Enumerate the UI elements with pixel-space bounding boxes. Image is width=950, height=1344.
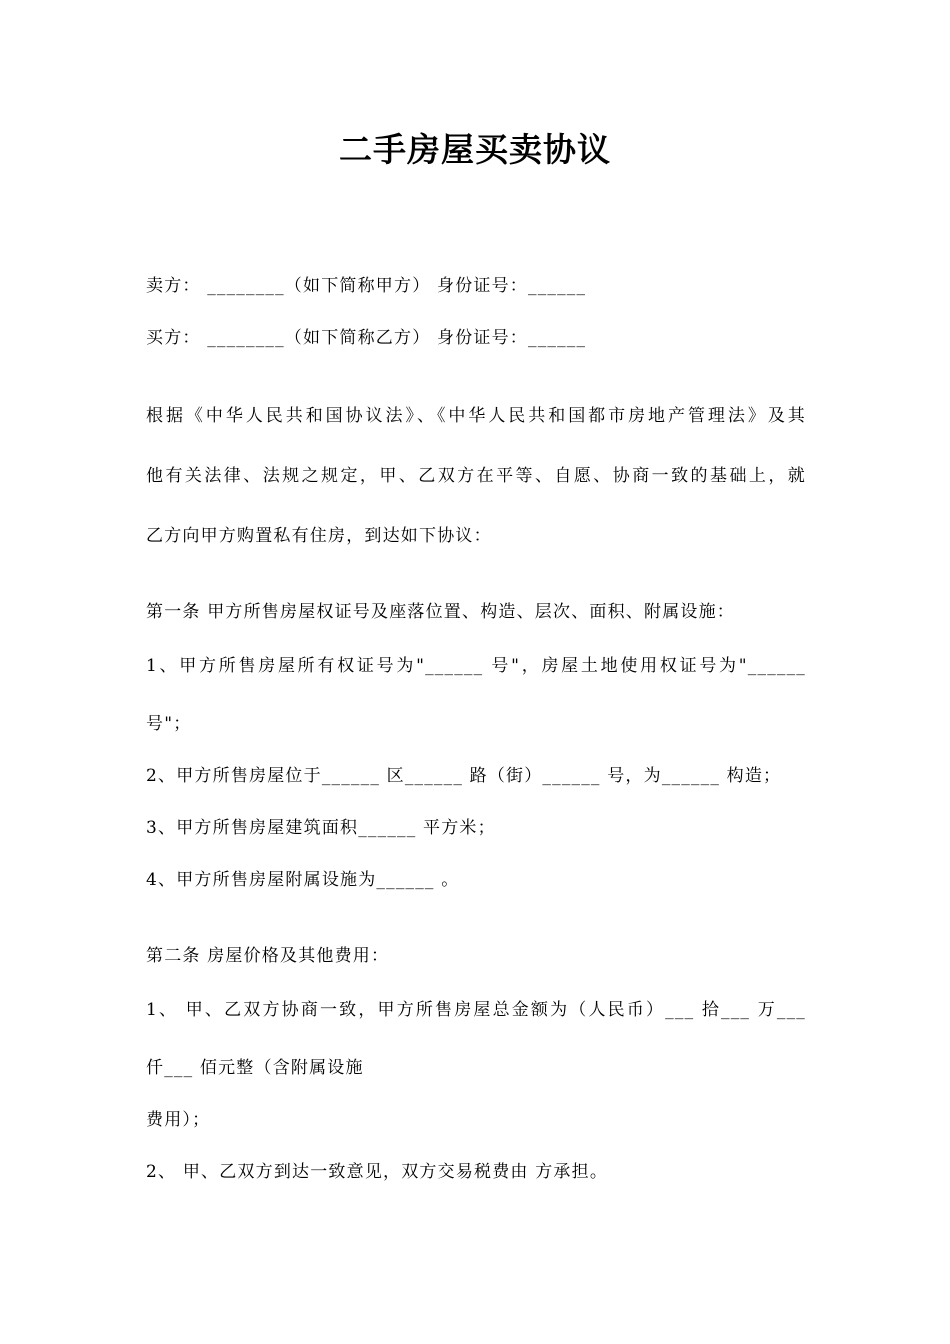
document-title: 二手房屋买卖协议 <box>339 130 611 169</box>
article-1-heading: 第一条 甲方所售房屋权证号及座落位置、构造、层次、面积、附属设施： <box>146 602 736 622</box>
preamble-line-3: 乙方向甲方购置私有住房，到达如下协议： <box>146 526 492 546</box>
article-1-item-4: 4、甲方所售房屋附属设施为______ 。 <box>146 870 460 890</box>
article-1-item-2: 2、甲方所售房屋位于______ 区______ 路（街）______ 号，为______ 构造； <box>146 766 782 786</box>
article-1-item-1-cont: 号"； <box>146 714 192 734</box>
seller-line: 卖方： ________（如下简称甲方） 身份证号：______ <box>146 276 587 296</box>
article-1-item-1: 1、甲方所售房屋所有权证号为"______ 号"，房屋土地使用权证号为"______ <box>146 656 806 676</box>
article-2-item-1-cont-2: 费用）； <box>146 1110 211 1130</box>
article-2-item-1: 1、 甲、乙双方协商一致，甲方所售房屋总金额为（人民币）___ 拾___ 万___ <box>146 1000 806 1020</box>
article-1-item-3: 3、甲方所售房屋建筑面积______ 平方米； <box>146 818 496 838</box>
preamble-line-1: 根据《中华人民共和国协议法》、《中华人民共和国都市房地产管理法》及其 <box>146 406 806 426</box>
article-2-heading: 第二条 房屋价格及其他费用： <box>146 946 390 966</box>
article-2-item-1-cont: 仟___ 佰元整（含附属设施 <box>146 1058 364 1078</box>
preamble-line-2: 他有关法律、法规之规定，甲、乙双方在平等、自愿、协商一致的基础上，就 <box>146 466 806 486</box>
buyer-line: 买方： ________（如下简称乙方） 身份证号：______ <box>146 328 587 348</box>
article-2-item-2: 2、 甲、乙双方到达一致意见，双方交易税费由 方承担。 <box>146 1162 609 1182</box>
